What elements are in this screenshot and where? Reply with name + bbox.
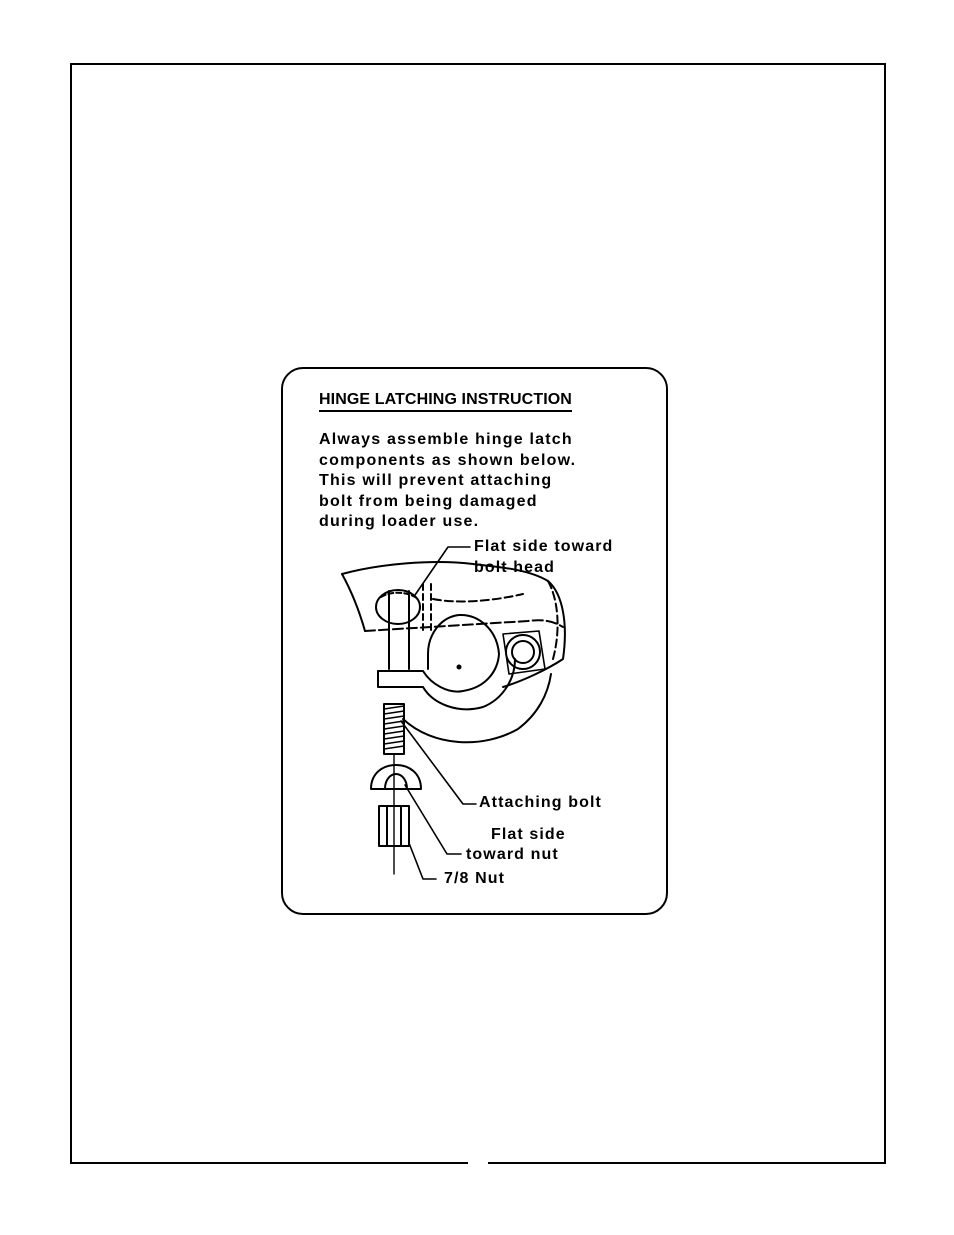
hinge-top-bar — [365, 620, 563, 631]
hinge-body — [342, 562, 565, 687]
half-round-washer — [371, 765, 421, 789]
decal-instructions — [319, 430, 576, 533]
latch-arm — [378, 659, 515, 709]
callout-flat-side-nut-line1: Flat side — [491, 826, 566, 843]
hinge-dashed-inner — [433, 594, 523, 601]
leader-nut — [409, 843, 436, 879]
pivot-pin-bracket — [503, 631, 545, 674]
instruction-line: Always assemble hinge latch — [319, 431, 573, 448]
decal-title: HINGE LATCHING INSTRUCTION — [319, 391, 572, 412]
footer-rule-right — [488, 1162, 884, 1164]
callout-flat-side-nut-line2: toward nut — [466, 846, 559, 863]
callout-line: bolt head — [474, 558, 556, 576]
latch-clamp — [378, 615, 499, 692]
callout-nut: 7/8 Nut — [444, 870, 506, 887]
leader-flat-side-nut — [405, 785, 461, 854]
bolt-threads — [384, 706, 404, 749]
leader-attaching-bolt — [401, 721, 476, 804]
callout-line: Flat side toward — [474, 538, 614, 555]
callout-flat-side-head — [474, 537, 613, 578]
latch-center — [458, 666, 461, 669]
washer-inner — [385, 774, 407, 789]
footer-rule-left — [70, 1162, 468, 1164]
instruction-line: during loader use. — [319, 513, 480, 530]
instruction-line: components as shown below. — [319, 451, 577, 469]
callout-attaching-bolt: Attaching bolt — [479, 794, 602, 811]
hinge-latching-decal — [281, 367, 668, 915]
hinge-body-left-edge — [342, 574, 365, 631]
instruction-line: This will prevent attaching — [319, 472, 553, 489]
instruction-line: bolt from being damaged — [319, 492, 538, 510]
